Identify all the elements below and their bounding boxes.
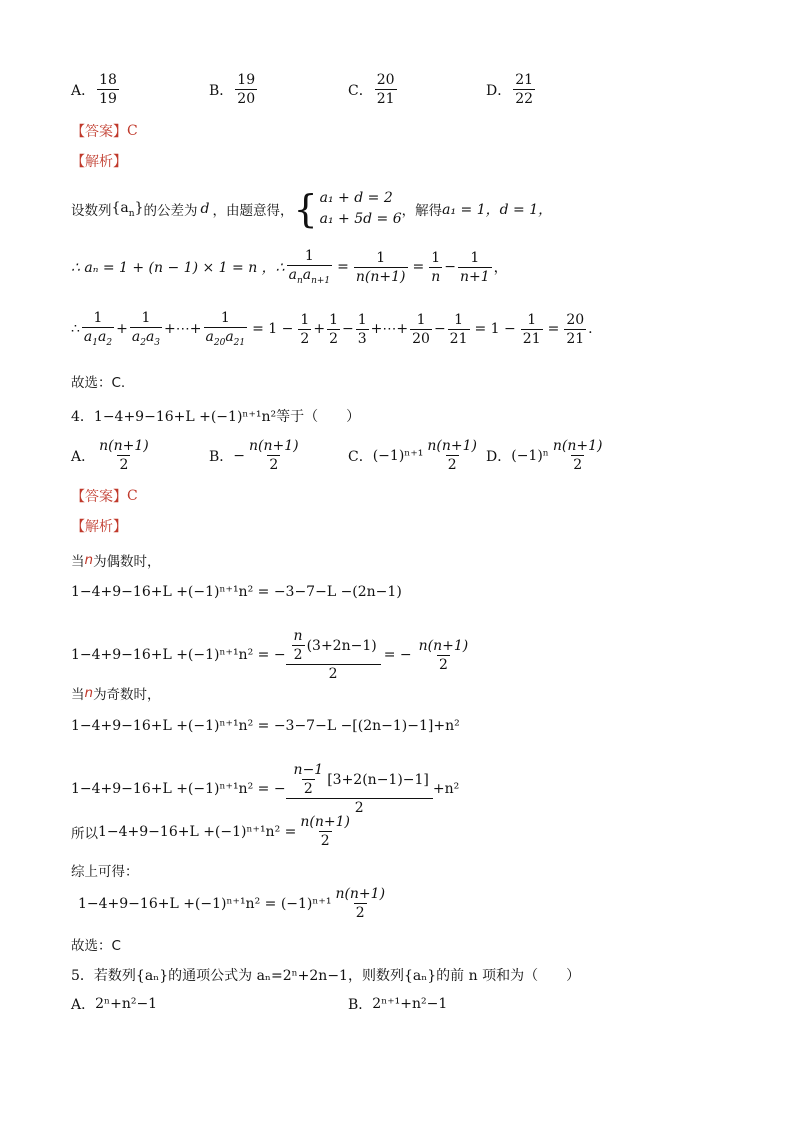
factor: (−1)ⁿ bbox=[511, 447, 549, 464]
answer-tag: 【答案】 bbox=[71, 124, 127, 140]
q4-option-b bbox=[209, 438, 303, 473]
option-label: B． bbox=[348, 997, 373, 1013]
q4-eq4 bbox=[71, 762, 734, 816]
text: [3+2(n−1)−1] bbox=[327, 771, 429, 788]
numerator: n(n+1) bbox=[427, 438, 477, 454]
option-text: 2ⁿ+n²−1 bbox=[95, 996, 158, 1012]
q4-final bbox=[78, 886, 734, 921]
option-label: C． bbox=[348, 82, 373, 99]
numerator: 18 bbox=[99, 72, 117, 88]
text: ， bbox=[493, 260, 508, 277]
q5-stem: 5．若数列{aₙ}的通项公式为 aₙ=2ⁿ+2n−1，则数列{aₙ}的前 n 项和为（ ） bbox=[71, 968, 581, 984]
q3-choice: 故选：C. bbox=[71, 375, 126, 391]
system-eq-2: a₁ + 5d = 6 bbox=[319, 211, 402, 227]
fraction bbox=[288, 762, 431, 816]
q3-line1 bbox=[71, 188, 734, 230]
numerator: 19 bbox=[237, 72, 256, 88]
text: +n² bbox=[432, 781, 460, 798]
fraction: $\frac{1}{n}$ bbox=[431, 249, 441, 285]
q4-eq2 bbox=[71, 628, 734, 682]
option-text: 2ⁿ⁺¹+n²−1 bbox=[372, 996, 448, 1012]
expression: 1−4+9−16+L +(−1)ⁿ⁺¹n² = − bbox=[71, 781, 286, 798]
q4-odd-case bbox=[71, 683, 734, 703]
q3-answer bbox=[71, 121, 734, 141]
numerator: n bbox=[293, 628, 303, 644]
q4-eq3: 1−4+9−16+L +(−1)ⁿ⁺¹n² = −3−7−L −[(2n−1)−1]+n² bbox=[71, 718, 460, 734]
numerator: n(n+1) bbox=[335, 886, 386, 902]
q5-option-a bbox=[71, 994, 157, 1014]
text: {a bbox=[111, 199, 129, 216]
q4-option-d bbox=[486, 438, 606, 473]
fraction bbox=[288, 628, 379, 682]
numerator: n(n+1) bbox=[418, 637, 469, 654]
numerator: n(n+1) bbox=[552, 438, 603, 454]
q4-eq1: 1−4+9−16+L +(−1)ⁿ⁺¹n² = −3−7−L −(2n−1) bbox=[71, 584, 402, 600]
q3-analysis-tag bbox=[71, 151, 734, 171]
analysis-tag: 【解析】 bbox=[71, 154, 127, 170]
q4-choice: 故选：C bbox=[71, 938, 121, 954]
fraction bbox=[513, 72, 535, 107]
text: 为偶数时， bbox=[93, 554, 161, 570]
denominator: 2 bbox=[286, 664, 381, 682]
q3-line2: ∴ aₙ = 1 + (n − 1) × 1 = n ，∴ $\frac{1}{a_na_{n+1}}$ = $\frac{1}{n(n+1)}$ = $\frac{1}{n}$ − $\frac{1}{n+1}$ ， bbox=[71, 248, 508, 286]
q5-option-b bbox=[348, 994, 447, 1014]
q4-summary: 综上可得： bbox=[71, 864, 139, 880]
denominator: 2 bbox=[303, 781, 313, 798]
factor: (−1)ⁿ⁺¹ bbox=[372, 447, 424, 464]
expression: 1−4+9−16+L +(−1)ⁿ⁺¹n² = bbox=[98, 823, 297, 840]
fraction bbox=[97, 72, 119, 107]
variable: n bbox=[84, 685, 94, 701]
denominator: 21 bbox=[376, 91, 395, 108]
text: = − bbox=[383, 647, 412, 664]
text: (3+2n−1) bbox=[306, 637, 377, 654]
q4-stem: 4．1−4+9−16+L +(−1)ⁿ⁺¹n²等于（ ） bbox=[71, 409, 361, 425]
text: 的公差为 bbox=[143, 203, 198, 219]
numerator: n(n+1) bbox=[99, 438, 149, 454]
option-label: A． bbox=[71, 82, 96, 99]
denominator: 2 bbox=[438, 656, 448, 673]
text: 为奇数时， bbox=[93, 687, 161, 703]
equation-system bbox=[293, 188, 401, 230]
option-label: B． bbox=[209, 448, 234, 465]
fraction bbox=[375, 72, 397, 107]
text: 设数列 bbox=[71, 203, 112, 219]
q4-even-case bbox=[71, 550, 734, 570]
text: . bbox=[588, 321, 593, 338]
text: 当 bbox=[71, 687, 85, 703]
option-label: A． bbox=[71, 997, 96, 1013]
numerator: n−1 bbox=[293, 762, 324, 778]
text: ，解得 bbox=[401, 203, 443, 219]
option-label: A． bbox=[71, 448, 96, 465]
text: ，由题意得， bbox=[212, 203, 294, 219]
sequence-symbol: $\{a_n\}$ bbox=[111, 199, 144, 219]
answer-tag: 【答案】 bbox=[71, 489, 127, 505]
fraction: $\frac{1}{a_na_{n+1}}$ bbox=[288, 248, 331, 286]
text: = 1 − bbox=[252, 321, 294, 338]
denominator: 22 bbox=[515, 91, 534, 108]
denominator: 2 bbox=[573, 457, 583, 474]
denominator: 19 bbox=[99, 91, 117, 108]
numerator: n(n+1) bbox=[300, 814, 350, 830]
denominator: 2 bbox=[355, 905, 365, 922]
left-brace-icon: { bbox=[293, 187, 318, 231]
option-label: D． bbox=[486, 82, 512, 99]
q3-option-b bbox=[209, 72, 259, 107]
q4-option-a bbox=[71, 438, 153, 473]
fraction: $\frac{1}{n(n+1)}$ bbox=[355, 249, 406, 285]
system-eq-1: a₁ + d = 2 bbox=[319, 190, 393, 206]
denominator: 2 bbox=[447, 457, 457, 474]
q4-so bbox=[71, 814, 734, 849]
q3-option-c bbox=[348, 72, 399, 107]
numerator: 21 bbox=[515, 72, 534, 88]
answer-value: C bbox=[127, 123, 138, 139]
numerator: 20 bbox=[376, 72, 395, 88]
therefore-symbol: ∴ bbox=[71, 321, 80, 338]
q3-option-d bbox=[486, 72, 537, 107]
expression: ∴ aₙ = 1 + (n − 1) × 1 = n ，∴ bbox=[71, 260, 285, 277]
q3-option-a bbox=[71, 72, 121, 107]
numerator: n(n+1) bbox=[249, 438, 299, 454]
q4-analysis-tag bbox=[71, 516, 734, 536]
text: 当 bbox=[71, 554, 85, 570]
denominator: 2 bbox=[269, 457, 279, 474]
variable: n bbox=[84, 552, 94, 568]
q4-answer bbox=[71, 486, 734, 506]
option-label: C． bbox=[348, 448, 373, 465]
result: a₁ = 1，d = 1， bbox=[442, 202, 553, 218]
q4-option-c bbox=[348, 438, 481, 473]
denominator: 2 bbox=[119, 457, 129, 474]
fraction: $\frac{1}{n+1}$ bbox=[460, 249, 490, 285]
q3-line3: ∴ $\frac{1}{a_1a_2}$ + $\frac{1}{a_2a_3}$ +⋯+ $\frac{1}{a_{20}a_{21}}$ = 1 − $\frac{1}{2}$ + $\frac{1}{2}$ − $\frac{1}{3}$ +⋯+ $\frac{1}{20}$ − $\frac{1}{21}$ = 1 − $\frac{1}{21}$ = $\frac{20}{21}$ . bbox=[71, 310, 593, 348]
text: 所以 bbox=[71, 825, 98, 842]
fraction bbox=[235, 72, 257, 107]
denominator: 2 bbox=[320, 833, 330, 850]
answer-value: C bbox=[127, 488, 138, 504]
expression: 1−4+9−16+L +(−1)ⁿ⁺¹n² = (−1)ⁿ⁺¹ bbox=[78, 895, 332, 912]
option-label: D． bbox=[486, 448, 512, 465]
analysis-tag: 【解析】 bbox=[71, 519, 127, 535]
option-label: B． bbox=[209, 82, 234, 99]
expression: 1−4+9−16+L +(−1)ⁿ⁺¹n² = − bbox=[71, 647, 286, 664]
denominator: 20 bbox=[237, 91, 256, 108]
denominator: 2 bbox=[293, 647, 303, 664]
sign: − bbox=[233, 447, 246, 464]
variable: d bbox=[200, 201, 210, 217]
denominator: 2 bbox=[286, 798, 433, 816]
